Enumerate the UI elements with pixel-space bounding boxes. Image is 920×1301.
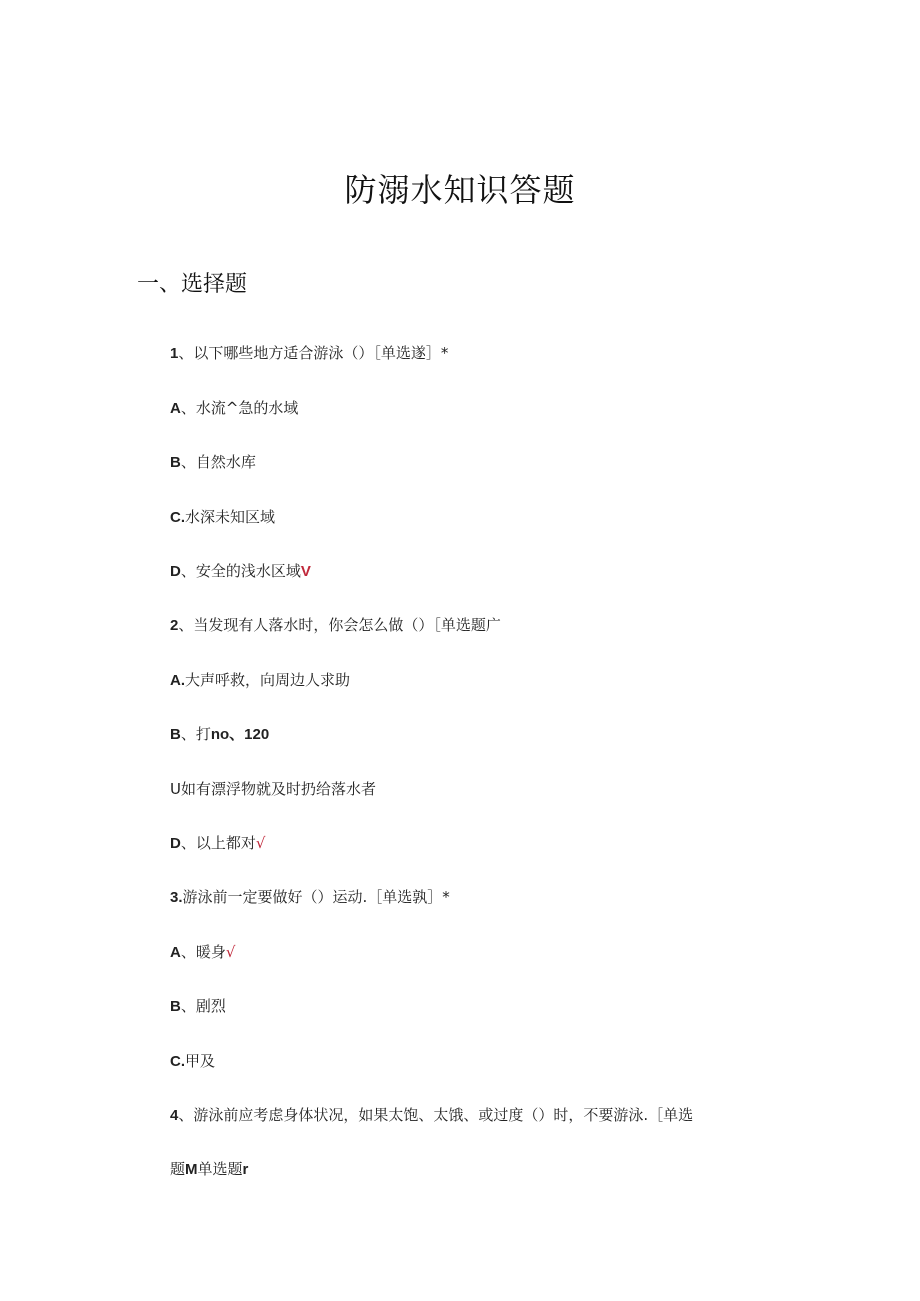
question-1-option-d [170,561,311,582]
question-4-stem [170,1105,693,1126]
question-text-bold: M [185,1161,198,1178]
question-number: 2 [170,617,179,634]
section-heading: 一、选择题 [137,272,248,297]
question-text-continuation: 单选题 [197,1160,243,1178]
question-2-option-c [170,779,376,799]
option-letter: B [170,726,181,743]
option-bold-text: no、120 [210,726,270,743]
option-text: 、安全的浅水区域 [180,562,301,580]
option-text: 水深未知区域 [185,508,276,526]
option-text: 、暖身 [180,943,226,961]
option-text: U如有漂浮物就及时扔给落水者 [170,780,376,798]
question-text-bold: r [242,1161,249,1178]
option-letter: A [170,944,181,961]
question-4-stem-continuation [170,1159,248,1180]
option-letter: D [170,563,181,580]
question-number: 3. [170,889,183,906]
option-letter: C. [170,1053,185,1070]
correct-answer-mark: √ [255,834,266,852]
option-letter: B [170,998,181,1015]
question-text: 、游泳前应考虑身体状况，如果太饱、太饿、或过度（）时，不要游泳.［单选 [178,1106,694,1124]
question-3-stem [170,887,450,908]
question-2-option-b [170,724,269,745]
option-text: 、水流^急的水域 [180,399,299,417]
option-text: 大声呼救，向周边人求助 [185,671,351,689]
option-text: 甲及 [185,1052,216,1070]
option-letter: A. [170,672,185,689]
page-title: 防溺水知识答题 [344,171,576,209]
correct-answer-mark: √ [225,943,236,961]
option-text: 、自然水库 [180,453,256,471]
question-number: 4 [170,1107,179,1124]
option-text: 、打 [180,725,211,743]
question-text: 、当发现有人落水时，你会怎么做（）［单选题广 [178,616,501,634]
option-letter: D [170,835,181,852]
question-number: 1 [170,345,179,362]
question-text: 游泳前一定要做好（）运动.［单选孰］* [182,888,450,906]
correct-answer-mark: V [300,563,311,580]
option-letter: B [170,454,181,471]
option-text: 、剧烈 [180,997,226,1015]
option-letter: C. [170,509,185,526]
question-3-option-b [170,996,226,1017]
question-3-option-a [170,942,235,963]
question-3-option-c [170,1051,215,1072]
option-text: 、以上都对 [180,834,256,852]
question-2-option-a [170,670,350,691]
question-1-option-c [170,507,275,528]
question-text: 、以下哪些地方适合游泳（）［单选遂］* [178,344,449,362]
question-1-option-a [170,398,298,419]
question-2-option-d [170,833,265,854]
question-1-stem [170,343,448,364]
option-letter: A [170,400,181,417]
question-1-option-b [170,452,256,473]
question-text-continuation: 题 [170,1160,186,1178]
question-2-stem [170,615,501,636]
